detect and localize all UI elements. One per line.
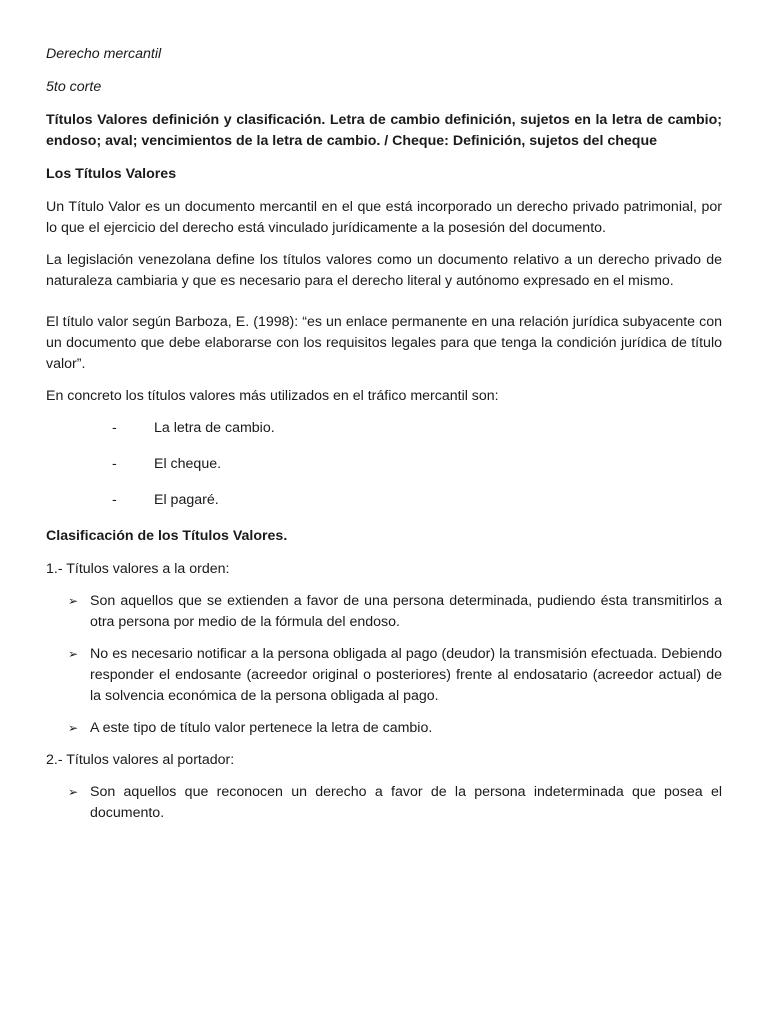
dash-marker: - bbox=[112, 456, 117, 472]
paragraph-definition: Un Título Valor es un documento mercantil en el que está incorporado un derecho privado patrimonial, por lo que el ejercicio del derecho está vinculado jurídicamente a la posesión del documento. bbox=[46, 199, 722, 236]
list-item bbox=[46, 644, 722, 707]
subject-label: Derecho mercantil bbox=[46, 46, 162, 62]
list-item bbox=[46, 782, 722, 824]
list-item-text: El pagaré. bbox=[154, 492, 219, 508]
list-item bbox=[46, 490, 722, 511]
list-item-text: La letra de cambio. bbox=[154, 420, 275, 436]
titulos-types-list bbox=[46, 418, 722, 511]
arrow-bullet-icon: ➢ bbox=[68, 594, 79, 608]
list-item bbox=[46, 418, 722, 439]
class2-list bbox=[46, 782, 722, 824]
list-item bbox=[46, 718, 722, 739]
list-item-text: Son aquellos que reconocen un derecho a favor de la persona indeterminada que posea el documento. bbox=[90, 784, 722, 821]
list-item-text: El cheque. bbox=[154, 456, 222, 472]
term-label: 5to corte bbox=[46, 79, 102, 95]
arrow-bullet-icon: ➢ bbox=[68, 721, 79, 735]
paragraph-barboza-quote: El título valor según Barboza, E. (1998): “es un enlace permanente en una relación jurídica subyacente con un documento que debe elaborarse con los requisitos legales para que tenga la condición jurídica de título valor”. bbox=[46, 314, 722, 372]
paragraph-legislation: La legislación venezolana define los títulos valores como un documento relativo a un derecho privado de naturaleza cambiaria y que es necesario para el derecho literal y autónomo expresado en el mismo. bbox=[46, 252, 722, 289]
class2-title: 2.- Títulos valores al portador: bbox=[46, 752, 235, 768]
dash-marker: - bbox=[112, 492, 117, 508]
arrow-bullet-icon: ➢ bbox=[68, 647, 79, 661]
class1-title: 1.- Títulos valores a la orden: bbox=[46, 561, 230, 577]
document-heading: Títulos Valores definición y clasificación. Letra de cambio definición, sujetos en la letra de cambio; endoso; aval; vencimientos de la letra de cambio. / Cheque: Definición, sujetos del cheque bbox=[46, 112, 722, 149]
section-title-titulos-valores: Los Títulos Valores bbox=[46, 166, 177, 182]
dash-marker: - bbox=[112, 420, 117, 436]
paragraph-most-used: En concreto los títulos valores más utilizados en el tráfico mercantil son: bbox=[46, 388, 499, 404]
list-item bbox=[46, 454, 722, 475]
section-title-clasificacion: Clasificación de los Títulos Valores. bbox=[46, 528, 288, 544]
list-item-text: Son aquellos que se extienden a favor de una persona determinada, pudiendo ésta transmitirlos a otra persona por medio de la fórmula del endoso. bbox=[90, 593, 722, 630]
document-page bbox=[46, 44, 722, 835]
class1-list bbox=[46, 591, 722, 739]
list-item bbox=[46, 591, 722, 633]
list-item-text: A este tipo de título valor pertenece la letra de cambio. bbox=[90, 720, 433, 736]
list-item-text: No es necesario notificar a la persona obligada al pago (deudor) la transmisión efectuada. Debiendo responder el endosante (acreedor original o posteriores) frente al endosatario (acreedor actual) de la solvencia económica de la persona obligada al pago. bbox=[90, 646, 722, 704]
arrow-bullet-icon: ➢ bbox=[68, 785, 79, 799]
